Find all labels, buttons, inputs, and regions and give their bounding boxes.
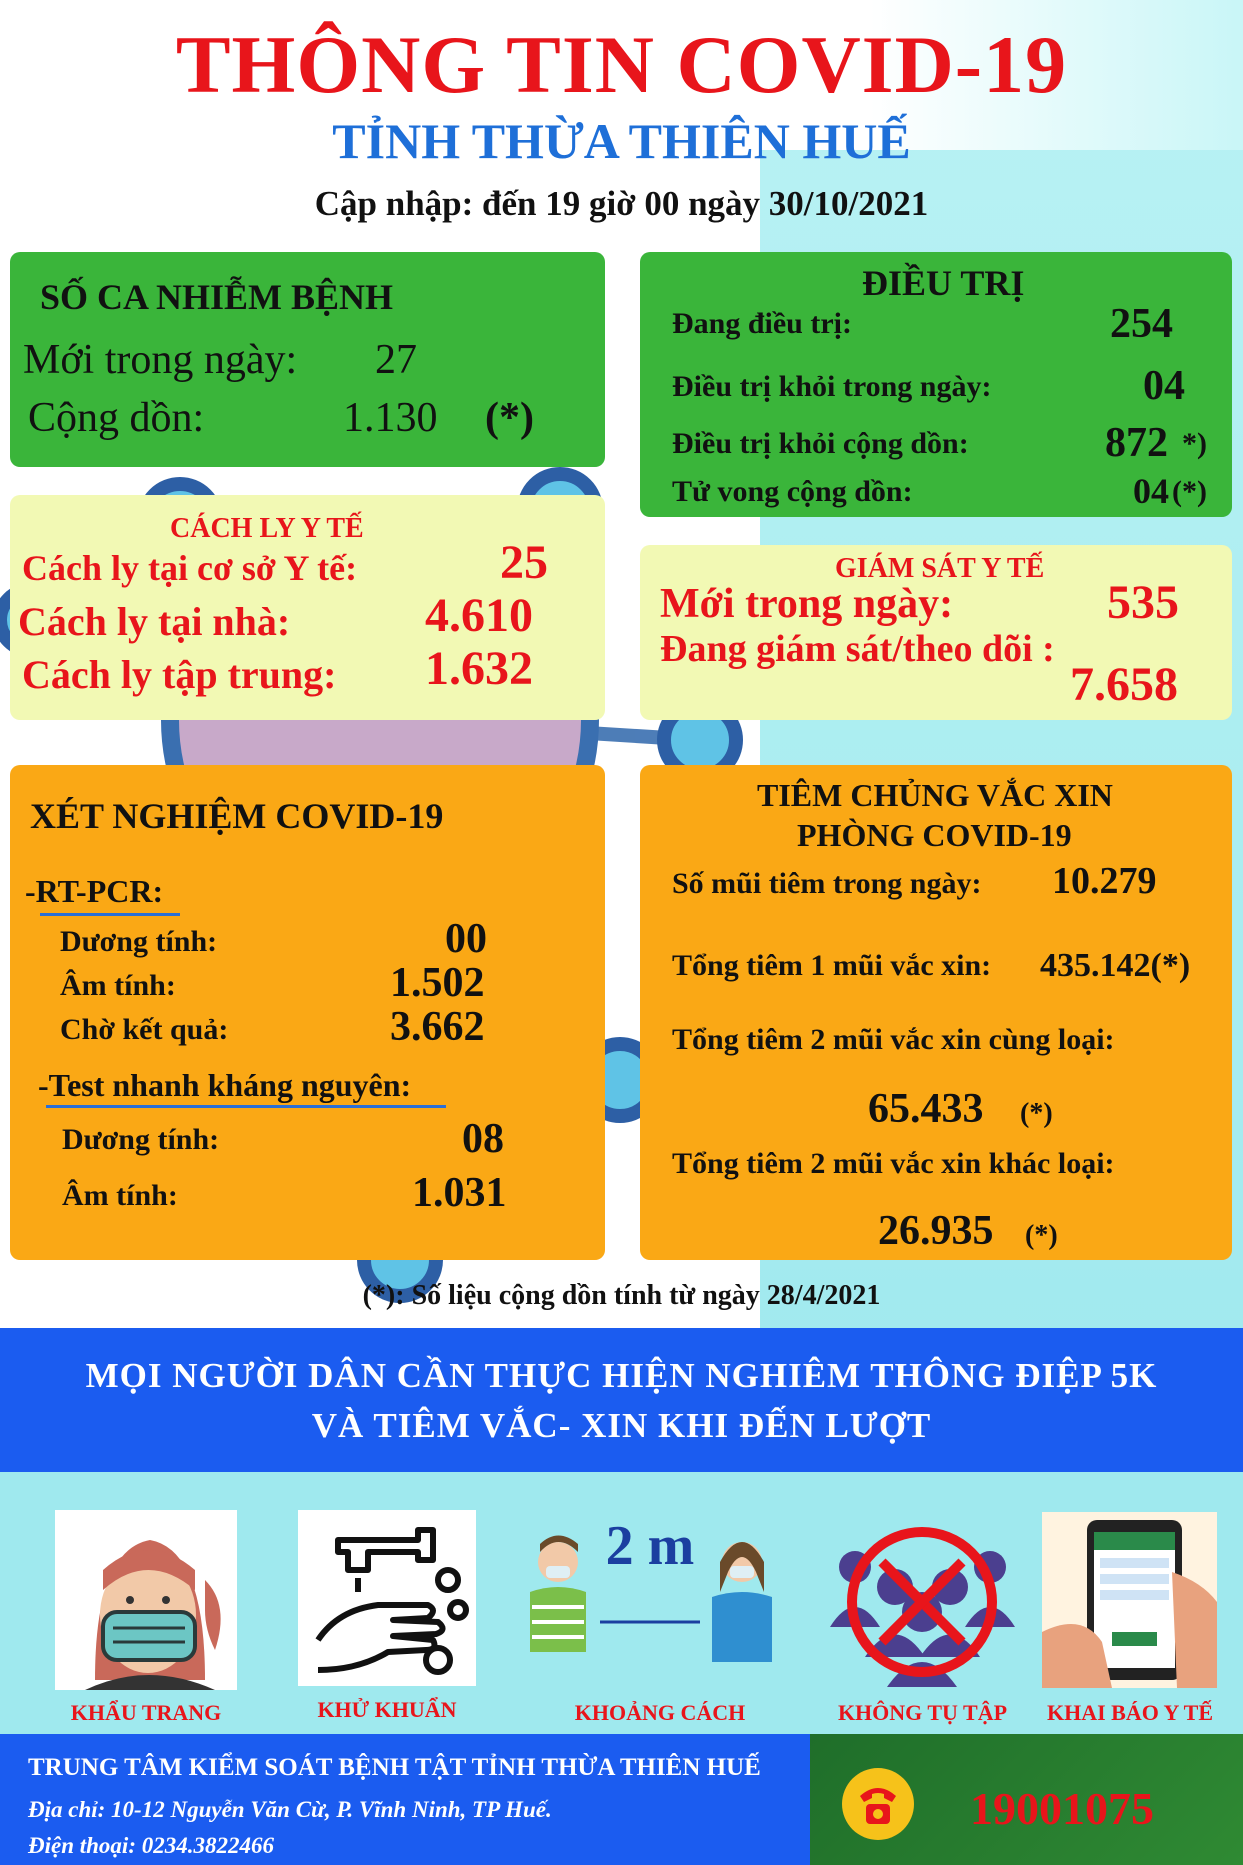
vaccination-two-same-label: Tổng tiêm 2 mũi vắc xin cùng loại:	[672, 1023, 1115, 1056]
monitoring-box	[640, 545, 1232, 720]
footnote: (*): Số liệu cộng dồn tính từ ngày 28/4/2021	[362, 1280, 881, 1311]
banner-line-2: VÀ TIÊM VẮC- XIN KHI ĐẾN LƯỢT	[311, 1406, 932, 1445]
pcr-pending-value: 3.662	[390, 1004, 485, 1050]
monitoring-current-label: Đang giám sát/theo dõi :	[660, 628, 1055, 670]
no-gathering-label: KHÔNG TỤ TẬP	[837, 1700, 1008, 1725]
cases-total-value: 1.130	[343, 395, 438, 441]
distance-label: KHOẢNG CÁCH	[574, 1700, 746, 1725]
banner-line-1: MỌI NGƯỜI DÂN CẦN THỰC HIỆN NGHIÊM THÔNG ĐIỆP 5K	[85, 1356, 1158, 1395]
handwash-icon	[298, 1510, 476, 1686]
testing-pcr-label: -RT-PCR:	[25, 873, 164, 909]
vaccination-daily-value: 10.279	[1052, 860, 1157, 902]
vaccination-daily-label: Số mũi tiêm trong ngày:	[672, 867, 982, 900]
treatment-recovered-today-label: Điều trị khỏi trong ngày:	[672, 370, 992, 403]
cases-new-label: Mới trong ngày:	[23, 337, 298, 383]
footer-org: TRUNG TÂM KIỂM SOÁT BỆNH TẬT TỈNH THỪA THIÊN HUẾ	[28, 1754, 761, 1781]
pcr-negative-label: Âm tính:	[60, 969, 176, 1002]
quarantine-facility-value: 25	[500, 536, 548, 589]
rapid-positive-value: 08	[462, 1116, 504, 1162]
treatment-active-value: 254	[1110, 301, 1173, 347]
testing-rapid-label: -Test nhanh kháng nguyên:	[38, 1067, 412, 1103]
quarantine-heading: CÁCH LY Y TẾ	[170, 513, 364, 544]
treatment-deaths-label: Tử vong cộng dồn:	[672, 475, 913, 508]
cases-box	[10, 252, 605, 467]
pcr-positive-label: Dương tính:	[60, 925, 218, 958]
cases-total-note: (*)	[485, 395, 534, 441]
quarantine-facility-label: Cách ly tại cơ sở Y tế:	[22, 548, 358, 588]
treatment-recovered-total-note: *)	[1182, 427, 1207, 460]
rapid-negative-label: Âm tính:	[62, 1179, 178, 1212]
rapid-positive-label: Dương tính:	[62, 1123, 220, 1156]
mask-icon	[55, 1510, 237, 1690]
five-k-section	[0, 1472, 1243, 1734]
pcr-positive-value: 00	[445, 916, 487, 962]
handwash-label: KHỬ KHUẨN	[317, 1697, 457, 1722]
phone-icon	[840, 1766, 916, 1842]
hotline-number[interactable]: 19001075	[970, 1783, 1154, 1834]
health-declaration-icon	[1042, 1512, 1217, 1688]
vaccination-two-same-value: 65.433	[868, 1086, 984, 1132]
treatment-box	[640, 252, 1232, 517]
treatment-recovered-today-value: 04	[1143, 363, 1185, 409]
footer-address: Địa chỉ: 10-12 Nguyễn Văn Cừ, P. Vĩnh Ninh, TP Huế.	[28, 1797, 552, 1822]
quarantine-central-label: Cách ly tập trung:	[22, 652, 337, 697]
treatment-recovered-total-label: Điều trị khỏi cộng dồn:	[672, 427, 969, 460]
cases-new-value: 27	[375, 337, 417, 383]
vaccination-two-diff-value: 26.935	[878, 1208, 994, 1254]
rapid-negative-value: 1.031	[412, 1170, 507, 1216]
treatment-heading: ĐIỀU TRỊ	[862, 263, 1025, 303]
update-time: Cập nhập: đến 19 giờ 00 ngày 30/10/2021	[314, 184, 929, 223]
quarantine-box	[10, 495, 605, 720]
testing-heading: XÉT NGHIỆM COVID-19	[30, 796, 444, 836]
treatment-deaths-note: (*)	[1172, 475, 1207, 508]
vaccination-heading-1: TIÊM CHỦNG VẮC XIN	[757, 777, 1113, 813]
message-banner	[0, 1328, 1243, 1472]
testing-pcr-underline	[40, 913, 180, 916]
quarantine-central-value: 1.632	[425, 642, 533, 695]
province-subtitle: TỈNH THỪA THIÊN HUẾ	[332, 113, 911, 169]
vaccination-two-diff-label: Tổng tiêm 2 mũi vắc xin khác loại:	[672, 1147, 1115, 1180]
page-title: THÔNG TIN COVID-19	[175, 19, 1068, 110]
monitoring-current-value: 7.658	[1070, 658, 1178, 711]
pcr-pending-label: Chờ kết quả:	[60, 1013, 229, 1046]
monitoring-heading: GIÁM SÁT Y TẾ	[835, 553, 1045, 584]
health-declaration-label: KHAI BÁO Y TẾ	[1046, 1700, 1214, 1725]
treatment-deaths-value: 04	[1133, 471, 1169, 511]
pcr-negative-value: 1.502	[390, 960, 485, 1006]
testing-box	[10, 765, 605, 1260]
vaccination-two-diff-note: (*)	[1025, 1220, 1058, 1251]
testing-rapid-underline	[46, 1105, 446, 1108]
quarantine-home-value: 4.610	[425, 589, 533, 642]
footer-phone: Điện thoại: 0234.3822466	[28, 1833, 274, 1858]
monitoring-new-value: 535	[1107, 576, 1179, 629]
treatment-recovered-total-value: 872	[1105, 420, 1168, 466]
distance-text: 2 m	[605, 1515, 695, 1577]
vaccination-heading-2: PHÒNG COVID-19	[797, 817, 1072, 853]
cases-total-label: Cộng dồn:	[28, 395, 205, 441]
vaccination-box	[640, 765, 1232, 1260]
vaccination-one-dose-value: 435.142(*)	[1040, 947, 1191, 984]
quarantine-home-label: Cách ly tại nhà:	[18, 599, 291, 644]
vaccination-two-same-note: (*)	[1020, 1098, 1053, 1129]
vaccination-one-dose-label: Tổng tiêm 1 mũi vắc xin:	[672, 949, 992, 982]
no-gathering-icon	[825, 1517, 1020, 1687]
monitoring-new-label: Mới trong ngày:	[660, 581, 954, 627]
cases-heading: SỐ CA NHIỄM BỆNH	[40, 277, 394, 317]
treatment-active-label: Đang điều trị:	[672, 307, 852, 340]
mask-label: KHẨU TRANG	[70, 1700, 222, 1725]
